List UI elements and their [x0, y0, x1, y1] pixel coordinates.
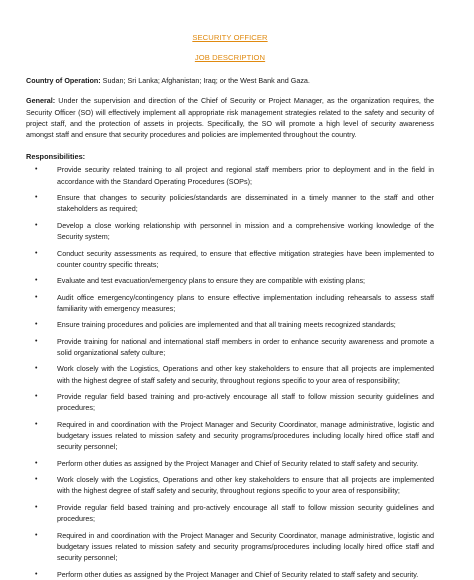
responsibility-item	[26, 192, 434, 215]
responsibility-text: Provide regular field based training and pro-actively encourage all staff to follow mission security guidelines and procedures;	[57, 392, 434, 413]
responsibility-item	[26, 275, 434, 286]
responsibility-item	[26, 292, 434, 315]
responsibilities-list	[26, 164, 434, 579]
responsibility-text: Work closely with the Logistics, Operations and other key stakeholders to ensure that all projects are implemented with the highest degree of staff safety and security, throughout regions specific to your area of responsibility;	[57, 475, 434, 496]
bullet-icon: •	[35, 166, 38, 174]
document-subtitle: JOB DESCRIPTION	[194, 53, 266, 62]
bullet-icon: •	[35, 293, 38, 301]
responsibility-text: Perform other duties as assigned by the Project Manager and Chief of Security related to staff safety and security.	[57, 458, 419, 468]
responsibility-item	[26, 502, 434, 525]
responsibility-item	[26, 458, 434, 469]
bullet-icon: •	[35, 531, 38, 539]
document-title: SECURITY OFFICER	[192, 33, 268, 42]
responsibility-text: Perform other duties as assigned by the Project Manager and Chief of Security related to staff safety and security.	[57, 569, 419, 579]
bullet-icon: •	[35, 249, 38, 257]
responsibility-item	[26, 474, 434, 497]
responsibility-item	[26, 569, 434, 580]
general-text: Under the supervision and direction of the Chief of Security or Project Manager, as the organization requires, the Security Officer (SO) will effectively implement all appropriate risk management strategies related to the safety and security of project staff, and the protection of assets in projects. Specifically, the SO will promote a high level of security awareness amongst staff and ensure that security procedures and policies are implemented throughout the country.	[26, 96, 434, 140]
country-value: Sudan; Sri Lanka; Afghanistan; Iraq; or the West Bank and Gaza.	[102, 76, 310, 85]
general-label: General:	[26, 96, 56, 106]
responsibility-item	[26, 391, 434, 414]
responsibility-item	[26, 363, 434, 386]
responsibility-text: Ensure that changes to security policies/standards are disseminated in a timely manner to the staff and other stakeholders as required;	[57, 193, 434, 214]
responsibility-text: Provide security related training to all project and regional staff members prior to deployment and in the field in accordance with the Standard Operating Procedures (SOPs);	[57, 165, 434, 186]
responsibility-text: Provide training for national and international staff members in order to enhance security awareness and promote a solid organizational safety culture;	[57, 336, 434, 357]
general-section	[26, 95, 434, 140]
responsibility-text: Audit office emergency/contingency plans to ensure effective implementation including rehearsals to assess staff familiarity with emergency measures;	[57, 292, 434, 313]
responsibility-text: Required in and coordination with the Project Manager and Security Coordinator, manage administrative, logistic and budgetary issues related to mission safety and security programs/procedures including locally hired office staff and security personnel;	[57, 419, 434, 452]
bullet-icon: •	[35, 321, 38, 329]
responsibility-item	[26, 164, 434, 187]
bullet-icon: •	[35, 570, 38, 578]
responsibility-text: Ensure training procedures and policies are implemented and that all training meets recognized standards;	[57, 320, 396, 330]
country-of-operation	[26, 75, 434, 86]
bullet-icon: •	[35, 221, 38, 229]
responsibility-text: Conduct security assessments as required, to ensure that effective mitigation strategies have been implemented to counter country specific threats;	[57, 248, 434, 269]
responsibility-text: Evaluate and test evacuation/emergency plans to ensure they are compatible with existing plans;	[57, 276, 366, 286]
bullet-icon: •	[35, 194, 38, 202]
responsibility-item	[26, 336, 434, 359]
bullet-icon: •	[35, 277, 38, 285]
bullet-icon: •	[35, 393, 38, 401]
responsibility-item	[26, 319, 434, 330]
responsibility-text: Provide regular field based training and pro-actively encourage all staff to follow mission security guidelines and procedures;	[57, 502, 434, 524]
responsibility-item	[26, 248, 434, 271]
bullet-icon: •	[35, 420, 38, 428]
bullet-icon: •	[35, 365, 38, 373]
bullet-icon: •	[35, 459, 38, 467]
responsibility-text: Develop a close working relationship with personnel in mission and a comprehensive working knowledge of the Security system;	[57, 220, 434, 242]
responsibility-item	[26, 419, 434, 453]
responsibilities-heading: Responsibilities:	[26, 152, 86, 162]
bullet-icon: •	[35, 503, 38, 511]
bullet-icon: •	[35, 476, 38, 484]
bullet-icon: •	[35, 337, 38, 345]
responsibility-text: Required in and coordination with the Project Manager and Security Coordinator, manage administrative, logistic and budgetary issues related to mission safety and security programs/procedures including locally hired office staff and security personnel;	[57, 530, 434, 563]
responsibility-item	[26, 220, 434, 243]
responsibility-text: Work closely with the Logistics, Operations and other key stakeholders to ensure that all projects are implemented with the highest degree of staff safety and security, throughout regions specific to your area of responsibility;	[57, 364, 434, 385]
country-label: Country of Operation:	[26, 76, 101, 85]
responsibility-item	[26, 530, 434, 564]
